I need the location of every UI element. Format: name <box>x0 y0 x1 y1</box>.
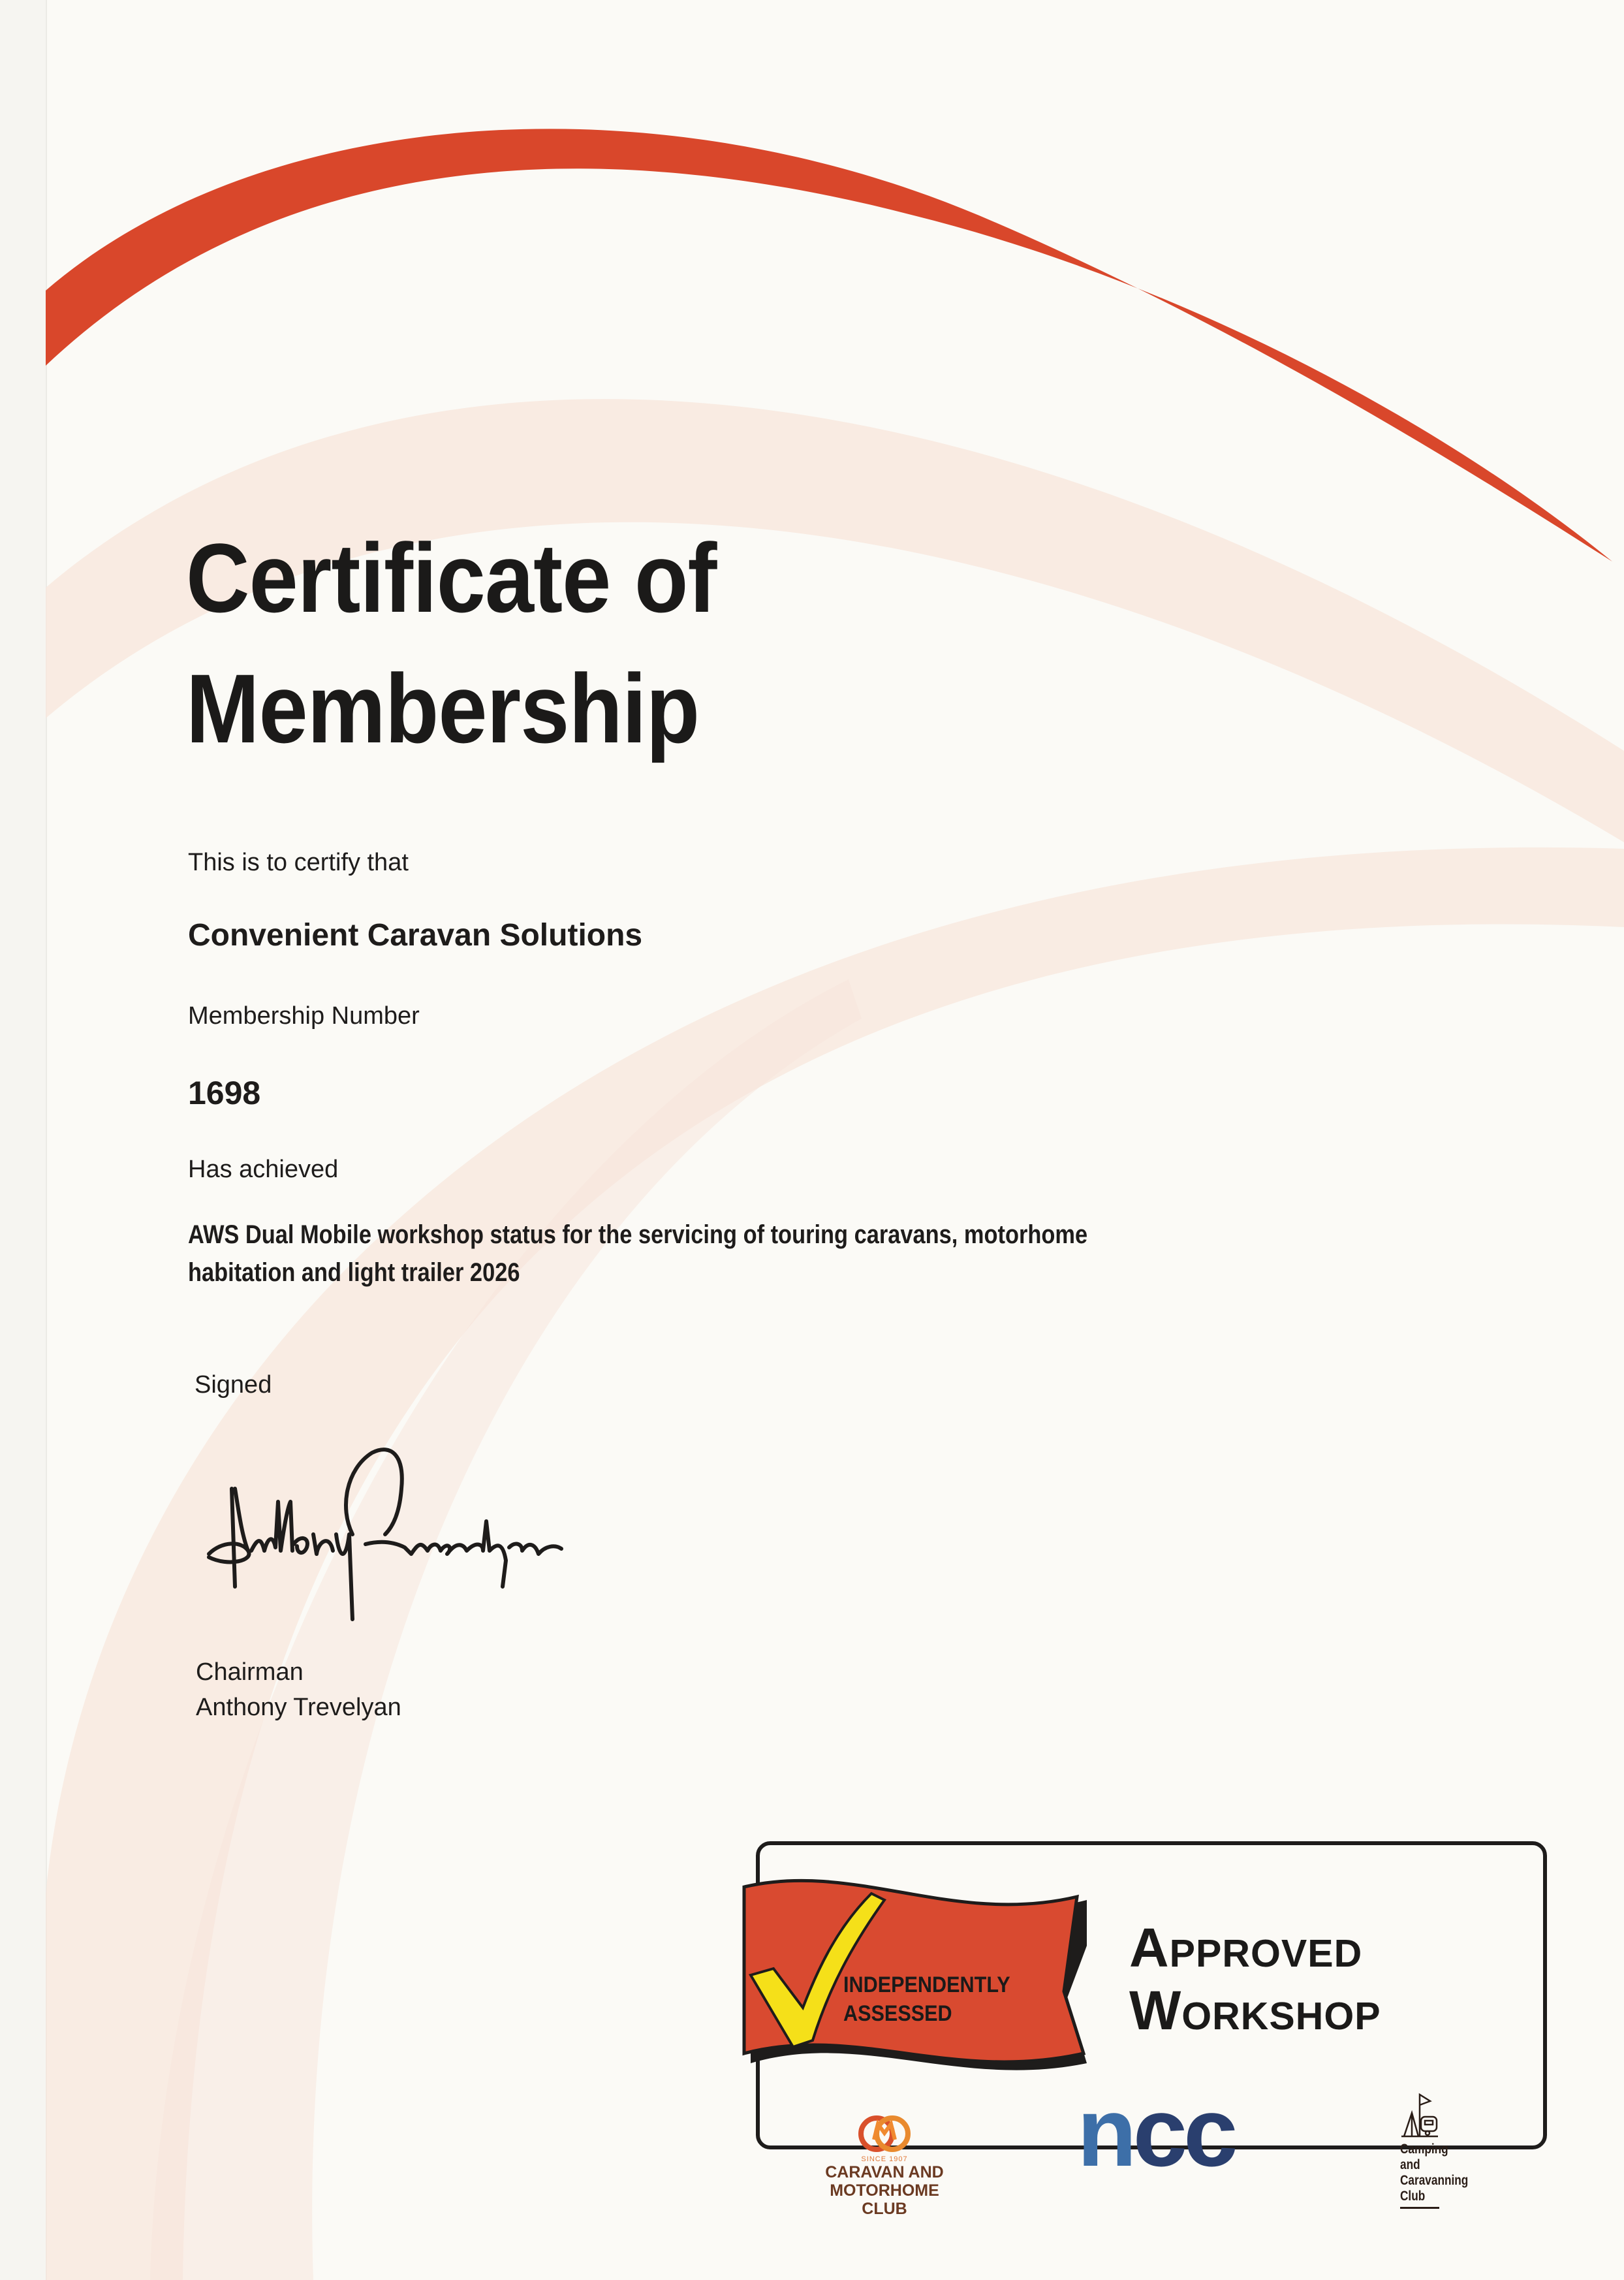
flag-line-1: INDEPENDENTLY <box>843 1972 1010 1997</box>
certify-label: This is to certify that <box>188 849 409 876</box>
caravan-motorhome-club-logo <box>809 2112 960 2218</box>
ncc-logo <box>1077 2077 1234 2187</box>
camping-caravanning-club-logo <box>1400 2089 1469 2209</box>
achievement-line-2: habitation and light trailer 2026 <box>188 1258 520 1287</box>
ccc-underline <box>1400 2207 1439 2209</box>
cmc-since: SINCE 1907 <box>861 2155 908 2163</box>
heading-line-2: Workshop <box>1129 1980 1381 2041</box>
independently-assessed-label <box>843 1971 1010 2028</box>
approved-workshop-heading <box>1129 1916 1381 2042</box>
ccc-line-3: Club <box>1400 2189 1426 2204</box>
ccc-line-1: Camping and <box>1400 2142 1448 2172</box>
signature-icon <box>196 1430 692 1626</box>
page-title <box>186 513 717 774</box>
cmc-line-1: CARAVAN AND <box>825 2163 944 2181</box>
achievement-text <box>188 1216 1226 1291</box>
signed-label: Signed <box>195 1371 272 1399</box>
ncc-cc: cc <box>1132 2077 1234 2187</box>
tent-caravan-flag-icon <box>1400 2089 1439 2142</box>
member-name: Convenient Caravan Solutions <box>188 918 643 953</box>
achievement-line-1: AWS Dual Mobile workshop status for the servicing of touring caravans, motorhome <box>188 1220 1088 1249</box>
title-line-2: Membership <box>186 654 700 763</box>
cmc-line-2: MOTORHOME CLUB <box>830 2181 939 2218</box>
flag-line-2: ASSESSED <box>843 2001 952 2026</box>
title-line-1: Certificate of <box>186 523 717 633</box>
membership-number: 1698 <box>188 1075 261 1111</box>
signatory-role: Chairman <box>196 1658 304 1686</box>
ncc-n: n <box>1077 2077 1133 2187</box>
signatory-name: Anthony Trevelyan <box>196 1694 401 1721</box>
ccc-line-2: Caravanning <box>1400 2173 1469 2188</box>
heading-line-1: Approved <box>1129 1917 1363 1978</box>
membership-number-label: Membership Number <box>188 1002 420 1030</box>
cmc-logo-icon <box>858 2112 911 2155</box>
achieved-label: Has achieved <box>188 1156 339 1183</box>
